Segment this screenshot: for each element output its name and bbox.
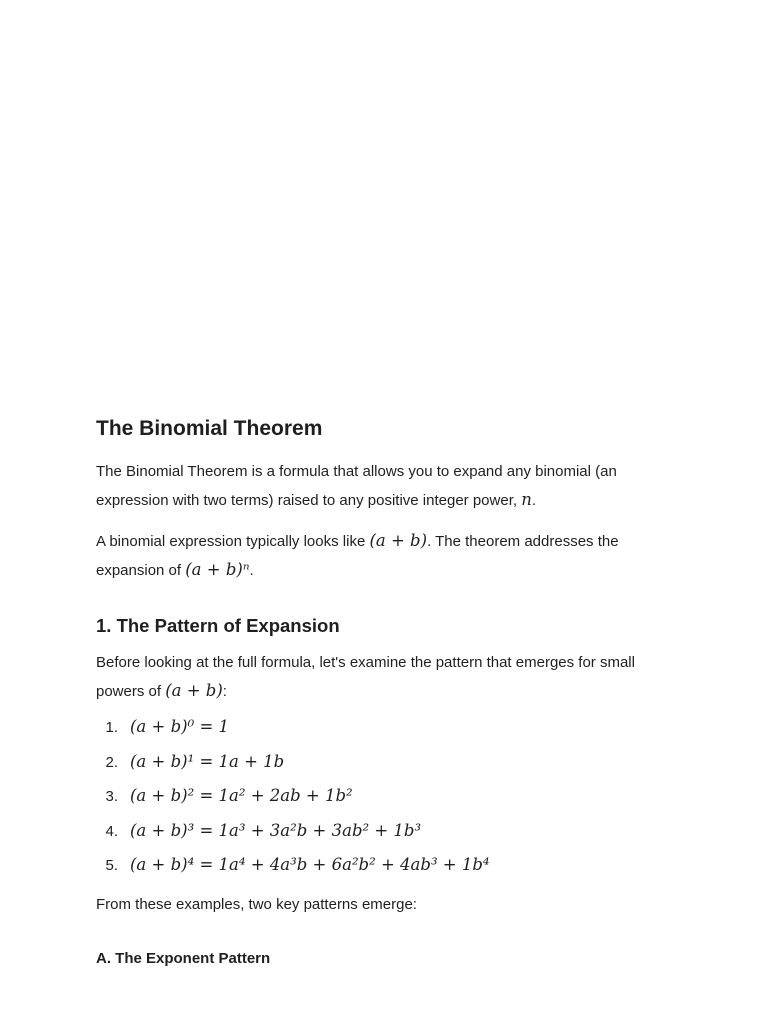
intro-paragraph-2	[96, 527, 676, 585]
section-1-paragraph	[96, 649, 676, 706]
intro-2-text-b: . The theorem addresses the expansion of	[96, 533, 619, 579]
math-binomial-small: (a + b)	[165, 681, 223, 700]
list-item-number: 1.	[105, 719, 118, 736]
intro-1-text: The Binomial Theorem is a formula that allows you to expand any binomial (an expression with two terms) raised to any positive integer power,	[96, 463, 617, 509]
section-1-end: :	[222, 683, 227, 700]
list-item-number: 2.	[105, 753, 118, 771]
list-item-number: 5.	[105, 857, 118, 874]
list-item-expression: (a + b)⁰ = 1	[130, 717, 230, 736]
list-item-expression: (a + b)¹ = 1a + 1b	[130, 751, 285, 771]
section-title-pattern: 1. The Pattern of Expansion	[96, 615, 340, 636]
intro-2-text-a: A binomial expression typically looks like	[96, 533, 370, 550]
document-body	[96, 412, 676, 971]
math-binomial: (a + b)	[369, 531, 428, 550]
intro-paragraph-1	[96, 458, 676, 515]
list-item	[96, 745, 676, 780]
expansion-examples-list	[96, 710, 676, 883]
list-item-expression: (a + b)⁴ = 1a⁴ + 4a³b + 6a²b² + 4ab³ + 1b⁴	[130, 855, 490, 874]
patterns-intro: From these examples, two key patterns emerge:	[96, 895, 417, 913]
document-title: The Binomial Theorem	[96, 417, 323, 440]
list-item-expression: (a + b)³ = 1a³ + 3a²b + 3ab² + 1b³	[130, 820, 422, 840]
subsection-title-exponent-pattern: A. The Exponent Pattern	[96, 949, 271, 967]
intro-2-end: .	[249, 562, 254, 579]
list-item	[96, 779, 676, 814]
intro-1-end: .	[531, 492, 537, 509]
section-1-text: Before looking at the full formula, let's examine the pattern that emerges for small powers of	[96, 654, 635, 700]
list-item-expression: (a + b)² = 1a² + 2ab + 1b²	[130, 786, 353, 805]
list-item	[96, 710, 676, 745]
list-item	[96, 814, 676, 849]
math-n: n	[521, 490, 532, 509]
list-item-number: 4.	[105, 822, 118, 840]
math-binomial-power-n: (a + b)ⁿ	[185, 560, 250, 579]
list-item-number: 3.	[105, 788, 118, 805]
list-item	[96, 848, 676, 883]
